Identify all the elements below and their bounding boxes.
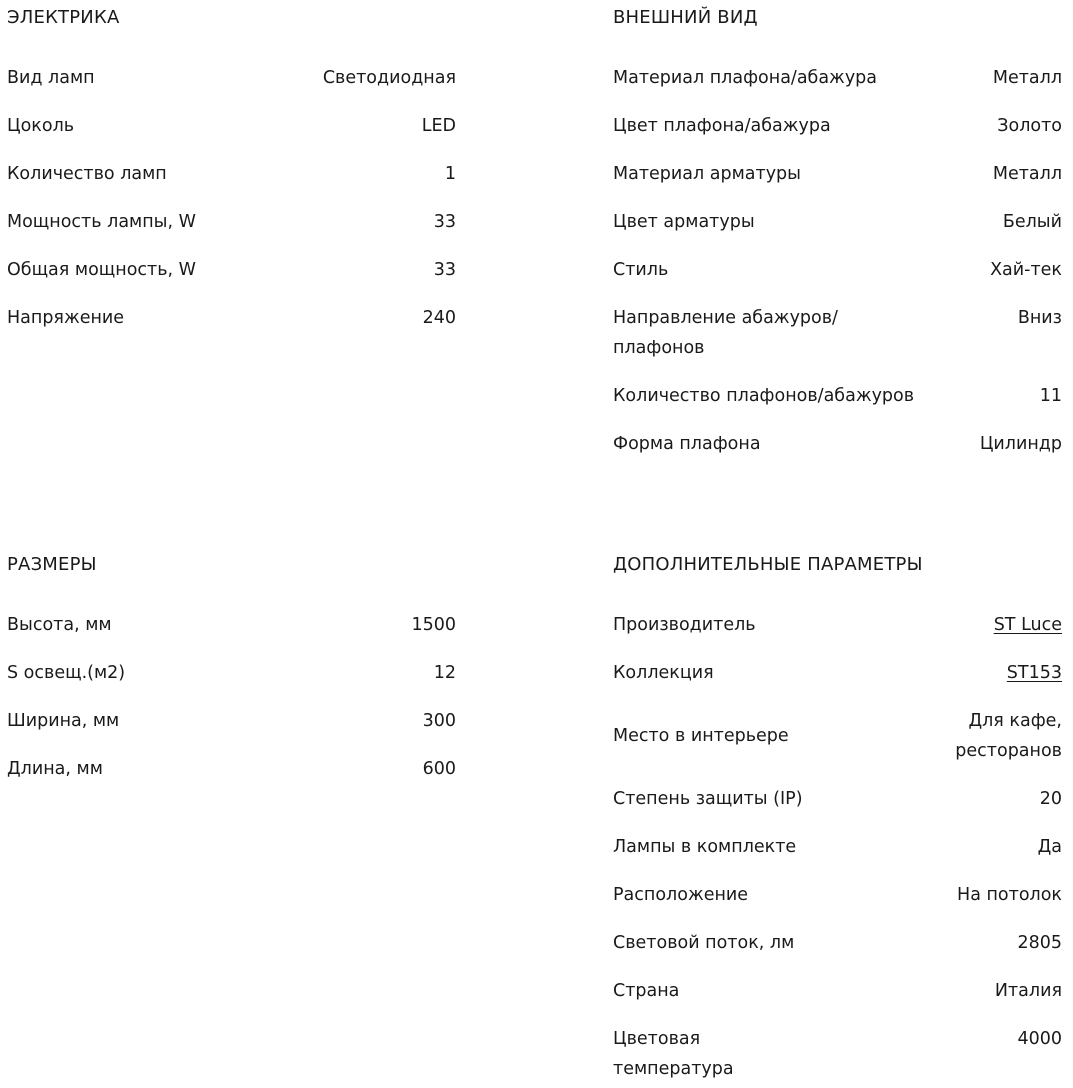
spec-label: Количество ламп <box>7 164 167 184</box>
spec-row-color-temperature <box>613 1024 1062 1084</box>
spec-value: 1 <box>444 164 456 184</box>
spec-value-line: ресторанов <box>955 741 1062 761</box>
electrics-section <box>7 0 456 340</box>
spec-label: Мощность лампы, W <box>7 212 196 232</box>
spec-value: 33 <box>433 260 456 280</box>
spec-value: 1500 <box>411 615 456 635</box>
spec-label: Производитель <box>613 615 756 635</box>
spec-value: 20 <box>1039 789 1062 809</box>
appearance-section <box>613 0 1062 470</box>
spec-value: 600 <box>422 759 456 779</box>
spec-label: Материал арматуры <box>613 164 801 184</box>
collection-link[interactable]: ST153 <box>1006 663 1062 683</box>
spec-label: Общая мощность, W <box>7 260 196 280</box>
appearance-title: ВНЕШНИЙ ВИД <box>613 7 758 28</box>
spec-label: Ширина, мм <box>7 711 120 731</box>
spec-label: Стиль <box>613 260 669 280</box>
spec-value: Цилиндр <box>979 434 1062 454</box>
spec-value: 33 <box>433 212 456 232</box>
spec-value: Хай-тек <box>990 260 1062 280</box>
spec-value: Вниз <box>1017 308 1062 328</box>
spec-row-interior-place <box>613 706 1062 766</box>
manufacturer-link[interactable]: ST Luce <box>993 615 1062 635</box>
spec-label-line: Цветовая <box>613 1029 701 1049</box>
spec-value: Золото <box>997 116 1062 136</box>
additional-title: ДОПОЛНИТЕЛЬНЫЕ ПАРАМЕТРЫ <box>613 554 923 575</box>
spec-value: 12 <box>433 663 456 683</box>
spec-label: Форма плафона <box>613 434 761 454</box>
spec-value <box>955 706 1062 766</box>
dimensions-section <box>7 547 456 807</box>
spec-value: 11 <box>1039 386 1062 406</box>
spec-label: Цвет плафона/абажура <box>613 116 831 136</box>
spec-value: Светодиодная <box>322 68 456 88</box>
spec-label-line: плафонов <box>613 338 705 358</box>
spec-row-shade-direction <box>613 303 1062 363</box>
dimensions-title: РАЗМЕРЫ <box>7 554 97 575</box>
spec-value: 240 <box>422 308 456 328</box>
spec-value: Металл <box>992 164 1062 184</box>
spec-value: Да <box>1037 837 1062 857</box>
electrics-title: ЭЛЕКТРИКА <box>7 7 120 28</box>
spec-label <box>613 303 838 363</box>
spec-value-line: Для кафе, <box>968 711 1062 731</box>
spec-value: 4000 <box>1017 1029 1062 1049</box>
spec-label: Световой поток, лм <box>613 933 795 953</box>
spec-label: Длина, мм <box>7 759 103 779</box>
spec-label: Коллекция <box>613 663 714 683</box>
spec-value: На потолок <box>957 885 1062 905</box>
spec-label: Вид ламп <box>7 68 95 88</box>
spec-label: Место в интерьере <box>613 726 789 746</box>
spec-label: Степень защиты (IP) <box>613 789 803 809</box>
spec-value: 300 <box>422 711 456 731</box>
spec-label: Страна <box>613 981 680 1001</box>
spec-label: S освещ.(м2) <box>7 663 126 683</box>
spec-label: Количество плафонов/абажуров <box>613 386 915 406</box>
spec-label: Цоколь <box>7 116 75 136</box>
spec-value: Белый <box>1002 212 1062 232</box>
spec-label: Напряжение <box>7 308 125 328</box>
spec-label: Высота, мм <box>7 615 112 635</box>
spec-value: Италия <box>994 981 1062 1001</box>
spec-label-line: Направление абажуров/ <box>613 308 838 328</box>
spec-label: Материал плафона/абажура <box>613 68 878 88</box>
spec-label: Лампы в комплекте <box>613 837 797 857</box>
additional-section <box>613 547 1062 1087</box>
spec-value: 2805 <box>1017 933 1062 953</box>
spec-value: LED <box>421 116 456 136</box>
spec-label <box>613 1024 734 1084</box>
spec-value: Металл <box>992 68 1062 88</box>
spec-label: Цвет арматуры <box>613 212 755 232</box>
spec-label-line: температура <box>613 1059 734 1079</box>
spec-label: Расположение <box>613 885 749 905</box>
